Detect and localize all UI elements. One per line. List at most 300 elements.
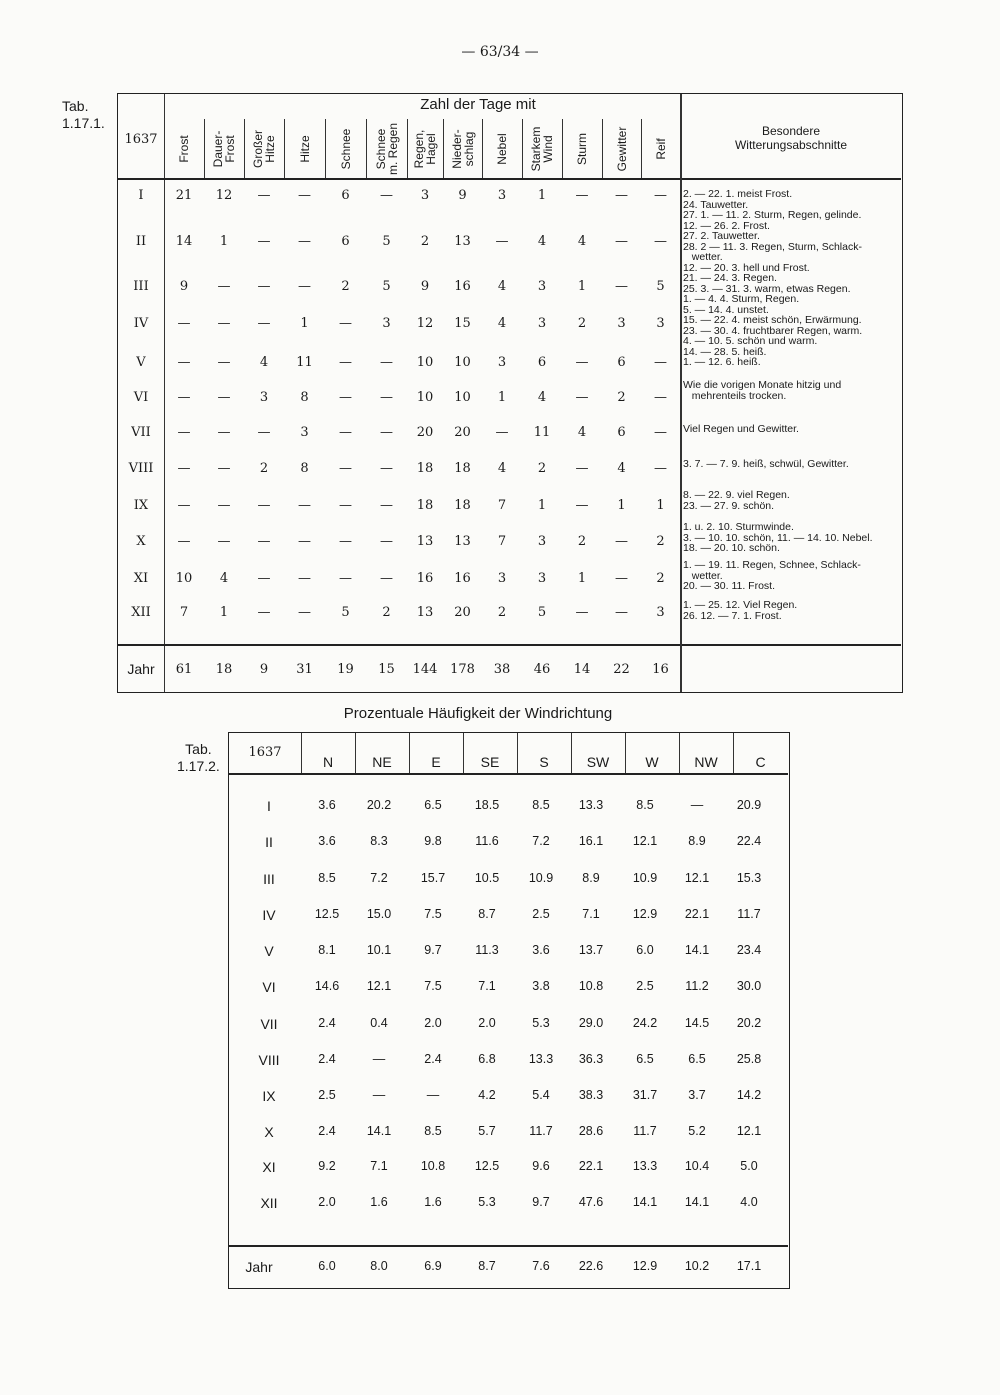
data-cell: — bbox=[298, 234, 311, 249]
column-header: Hitze bbox=[297, 135, 312, 163]
percentage-cell: 2.4 bbox=[318, 1016, 336, 1030]
data-cell: — bbox=[654, 461, 667, 476]
data-cell: — bbox=[177, 461, 191, 476]
percentage-cell: 11.6 bbox=[475, 834, 499, 848]
column-header: Gewitter bbox=[614, 126, 629, 172]
remark-text: Viel Regen und Gewitter. bbox=[683, 423, 799, 435]
data-cell: 8 bbox=[300, 390, 309, 405]
percentage-cell: 47.6 bbox=[578, 1195, 604, 1209]
data-cell: — bbox=[380, 571, 393, 586]
percentage-cell: 20.2 bbox=[366, 798, 392, 812]
percentage-cell: 10.4 bbox=[684, 1159, 710, 1173]
percentage-cell: 3.8 bbox=[532, 979, 550, 993]
data-cell: 7 bbox=[497, 498, 507, 513]
table-2-year: 1637 bbox=[248, 745, 282, 760]
percentage-cell: 6.8 bbox=[478, 1052, 496, 1066]
percentage-cell: 2.5 bbox=[532, 907, 550, 921]
percentage-cell: 28.6 bbox=[578, 1124, 604, 1138]
column-header: Großer Hitze bbox=[251, 130, 277, 169]
remarks-header: Besondere Witterungsabschnitte bbox=[734, 124, 848, 152]
table-1-vline bbox=[244, 119, 245, 179]
percentage-cell: 8.1 bbox=[318, 943, 336, 957]
data-cell: 16 bbox=[416, 571, 434, 586]
percentage-cell: 25.8 bbox=[736, 1052, 762, 1066]
percentage-cell: 8.9 bbox=[582, 871, 600, 885]
month-label: IX bbox=[262, 1088, 276, 1104]
column-header: Frost bbox=[177, 135, 191, 163]
data-cell: — bbox=[177, 425, 191, 440]
percentage-cell: 16.1 bbox=[578, 834, 604, 848]
data-cell: 6 bbox=[537, 355, 547, 370]
data-cell: 14 bbox=[175, 234, 193, 249]
data-cell: 20 bbox=[416, 425, 434, 440]
percentage-cell: 14.5 bbox=[684, 1016, 710, 1030]
percentage-cell: 14.1 bbox=[366, 1124, 392, 1138]
data-cell: 13 bbox=[416, 534, 434, 549]
percentage-cell: 2.0 bbox=[318, 1195, 336, 1209]
table-1-vline bbox=[482, 119, 483, 179]
percentage-cell: 9.7 bbox=[424, 943, 442, 957]
data-cell: — bbox=[217, 390, 231, 405]
table-1-vline bbox=[522, 119, 523, 179]
data-cell: — bbox=[177, 355, 191, 370]
percentage-cell: 7.5 bbox=[424, 907, 442, 921]
data-cell: 3 bbox=[497, 571, 507, 586]
year-percentage-cell: 22.6 bbox=[578, 1259, 604, 1273]
table-2-year-row-label: Jahr bbox=[245, 1259, 273, 1275]
data-cell: — bbox=[298, 188, 311, 203]
percentage-cell: 29.0 bbox=[578, 1016, 604, 1030]
percentage-cell: 9.7 bbox=[532, 1195, 550, 1209]
year-total-cell: 46 bbox=[533, 662, 551, 677]
year-total-cell: 15 bbox=[378, 662, 395, 677]
percentage-cell: 3.6 bbox=[318, 834, 336, 848]
data-cell: 9 bbox=[458, 188, 467, 203]
table-1-super-header bbox=[118, 96, 858, 113]
year-percentage-cell: 7.6 bbox=[532, 1259, 550, 1273]
percentage-cell: 2.4 bbox=[318, 1052, 336, 1066]
data-cell: — bbox=[380, 534, 393, 549]
month-label: VIII bbox=[128, 461, 154, 476]
data-cell: 5 bbox=[656, 279, 665, 294]
year-percentage-cell: 12.9 bbox=[632, 1259, 658, 1273]
data-cell: 3 bbox=[497, 188, 507, 203]
super-header-text: Zahl der Tage mit bbox=[420, 96, 536, 113]
data-cell: 12 bbox=[416, 316, 434, 331]
year-total-cell: 22 bbox=[613, 662, 630, 677]
data-cell: — bbox=[339, 534, 352, 549]
percentage-cell: 14.1 bbox=[684, 943, 710, 957]
table-1-vline bbox=[204, 119, 205, 179]
data-cell: — bbox=[177, 390, 191, 405]
month-label: I bbox=[267, 798, 271, 814]
data-cell: — bbox=[380, 390, 393, 405]
percentage-cell: 1.6 bbox=[370, 1195, 388, 1209]
month-label: III bbox=[263, 871, 275, 887]
data-cell: 4 bbox=[497, 279, 507, 294]
month-label: XII bbox=[260, 1195, 278, 1211]
data-cell: 1 bbox=[537, 188, 547, 203]
percentage-cell: 8.5 bbox=[636, 798, 654, 812]
percentage-cell: 8.5 bbox=[532, 798, 550, 812]
data-cell: 2 bbox=[341, 279, 350, 294]
percentage-cell: 22.4 bbox=[736, 834, 762, 848]
column-header: Starkem Wind bbox=[529, 126, 555, 172]
percentage-cell: 6.0 bbox=[636, 943, 654, 957]
data-cell: 5 bbox=[382, 234, 391, 249]
percentage-cell: 11.3 bbox=[475, 943, 499, 957]
table-2-header-vline bbox=[517, 733, 518, 773]
data-cell: 2 bbox=[577, 316, 587, 331]
data-cell: 10 bbox=[454, 390, 471, 405]
percentage-cell: 22.1 bbox=[684, 907, 710, 921]
data-cell: 10 bbox=[454, 355, 471, 370]
percentage-cell: 4.0 bbox=[740, 1195, 758, 1209]
percentage-cell: 2.0 bbox=[424, 1016, 442, 1030]
data-cell: 4 bbox=[497, 316, 507, 331]
table-1-vline bbox=[443, 119, 444, 179]
percentage-cell: 12.9 bbox=[632, 907, 658, 921]
data-cell: — bbox=[615, 188, 628, 203]
percentage-cell: — bbox=[372, 1088, 386, 1102]
percentage-cell: 8.7 bbox=[478, 907, 496, 921]
data-cell: 5 bbox=[382, 279, 391, 294]
percentage-cell: 5.4 bbox=[532, 1088, 550, 1102]
percentage-cell: 12.5 bbox=[474, 1159, 500, 1173]
month-label: VI bbox=[133, 390, 149, 405]
data-cell: 13 bbox=[454, 234, 471, 249]
data-cell: 2 bbox=[656, 534, 665, 549]
table-2-header-vline bbox=[679, 733, 680, 773]
remark-text: Wie die vorigen Monate hitzig und mehrenteils trocken. bbox=[683, 379, 842, 402]
year-row-label: Jahr bbox=[127, 661, 155, 677]
data-cell: 18 bbox=[416, 461, 434, 476]
data-cell: 3 bbox=[497, 355, 507, 370]
percentage-cell: 12.5 bbox=[314, 907, 340, 921]
wind-direction-table bbox=[228, 732, 790, 1289]
month-label: II bbox=[135, 234, 147, 249]
data-cell: 1 bbox=[577, 279, 587, 294]
data-cell: — bbox=[380, 425, 393, 440]
percentage-cell: 12.1 bbox=[366, 979, 392, 993]
percentage-cell: 14.1 bbox=[684, 1195, 710, 1209]
percentage-cell: 11.7 bbox=[529, 1124, 553, 1138]
percentage-cell: 2.4 bbox=[424, 1052, 442, 1066]
data-cell: 15 bbox=[454, 316, 471, 331]
table-2-header-vline bbox=[733, 733, 734, 773]
percentage-cell: 10.5 bbox=[474, 871, 500, 885]
data-cell: — bbox=[339, 425, 352, 440]
remark-text: 1. — 19. 11. Regen, Schnee, Schlack- wetter. 20. — 30. 11. Frost. bbox=[683, 559, 861, 592]
month-label: II bbox=[265, 834, 273, 850]
remark-text: 3. 7. — 7. 9. heiß, schwül, Gewitter. bbox=[683, 458, 849, 470]
percentage-cell: 3.7 bbox=[688, 1088, 706, 1102]
wind-direction-header: E bbox=[431, 754, 441, 770]
percentage-cell: 10.1 bbox=[366, 943, 392, 957]
column-header: Schnee m. Regen bbox=[373, 122, 400, 176]
data-cell: 11 bbox=[296, 355, 313, 370]
data-cell: 4 bbox=[537, 390, 547, 405]
year-total-cell: 144 bbox=[412, 662, 438, 677]
data-cell: 18 bbox=[454, 461, 471, 476]
year-percentage-cell: 6.0 bbox=[318, 1259, 336, 1273]
data-cell: — bbox=[380, 461, 393, 476]
month-label: VI bbox=[262, 979, 276, 995]
percentage-cell: 10.8 bbox=[578, 979, 604, 993]
data-cell: 2 bbox=[617, 390, 626, 405]
data-cell: 1 bbox=[656, 498, 665, 513]
wind-direction-header: C bbox=[755, 754, 766, 770]
percentage-cell: 38.3 bbox=[578, 1088, 604, 1102]
year-total-cell: 178 bbox=[450, 662, 475, 677]
data-cell: — bbox=[339, 461, 352, 476]
table-2-title bbox=[0, 705, 1000, 722]
percentage-cell: 20.2 bbox=[736, 1016, 762, 1030]
data-cell: 1 bbox=[219, 605, 229, 620]
percentage-cell: 6.5 bbox=[688, 1052, 706, 1066]
percentage-cell: 10.9 bbox=[528, 871, 554, 885]
remark-text: 1. u. 2. 10. Sturmwinde. 3. — 10. 10. schön, 11. — 14. 10. Nebel. 18. — 20. 10. schön. bbox=[683, 521, 873, 554]
data-cell: 3 bbox=[617, 316, 626, 331]
percentage-cell: 20.9 bbox=[736, 798, 762, 812]
table-1-year: 1637 bbox=[124, 132, 158, 147]
year-total-cell: 14 bbox=[573, 662, 591, 677]
percentage-cell: 7.2 bbox=[370, 871, 388, 885]
percentage-cell: 10.8 bbox=[420, 1159, 446, 1173]
data-cell: 3 bbox=[537, 534, 547, 549]
data-cell: — bbox=[177, 316, 191, 331]
percentage-cell: 5.3 bbox=[478, 1195, 496, 1209]
wind-direction-header: SW bbox=[586, 754, 610, 770]
percentage-cell: 6.5 bbox=[424, 798, 442, 812]
data-cell: 4 bbox=[219, 571, 229, 586]
table-1-vline bbox=[562, 119, 563, 179]
data-cell: 3 bbox=[537, 316, 547, 331]
data-cell: 2 bbox=[259, 461, 269, 476]
remark-text: 1. — 25. 12. Viel Regen. 26. 12. — 7. 1. Frost. bbox=[683, 599, 798, 622]
table-1-vline bbox=[407, 119, 408, 179]
month-label: I bbox=[138, 188, 144, 203]
data-cell: — bbox=[217, 461, 231, 476]
percentage-cell: 2.4 bbox=[318, 1124, 336, 1138]
data-cell: 13 bbox=[454, 534, 471, 549]
data-cell: — bbox=[177, 498, 191, 513]
percentage-cell: 12.1 bbox=[684, 871, 710, 885]
percentage-cell: 36.3 bbox=[578, 1052, 604, 1066]
percentage-cell: 7.1 bbox=[478, 979, 496, 993]
data-cell: 7 bbox=[497, 534, 507, 549]
data-cell: — bbox=[257, 571, 271, 586]
percentage-cell: 0.4 bbox=[370, 1016, 388, 1030]
data-cell: 2 bbox=[382, 605, 391, 620]
data-cell: — bbox=[575, 390, 589, 405]
percentage-cell: 15.7 bbox=[420, 871, 446, 885]
data-cell: — bbox=[257, 188, 271, 203]
percentage-cell: 13.3 bbox=[528, 1052, 554, 1066]
data-cell: — bbox=[380, 498, 393, 513]
data-cell: 3 bbox=[420, 188, 430, 203]
data-cell: 5 bbox=[537, 605, 547, 620]
data-cell: — bbox=[615, 605, 628, 620]
month-label: XI bbox=[133, 571, 149, 586]
percentage-cell: 11.7 bbox=[633, 1124, 657, 1138]
data-cell: 7 bbox=[179, 605, 189, 620]
percentage-cell: 12.1 bbox=[736, 1124, 762, 1138]
data-cell: — bbox=[257, 234, 271, 249]
year-total-cell: 19 bbox=[337, 662, 354, 677]
data-cell: — bbox=[654, 355, 667, 370]
data-cell: — bbox=[217, 498, 231, 513]
month-label: III bbox=[133, 279, 149, 294]
percentage-cell: 9.2 bbox=[318, 1159, 336, 1173]
percentage-cell: — bbox=[690, 798, 704, 812]
percentage-cell: 7.1 bbox=[370, 1159, 388, 1173]
data-cell: 18 bbox=[454, 498, 471, 513]
month-label: IV bbox=[133, 316, 149, 331]
year-percentage-cell: 8.0 bbox=[370, 1259, 388, 1273]
percentage-cell: 7.2 bbox=[532, 834, 550, 848]
data-cell: 6 bbox=[617, 425, 626, 440]
data-cell: 11 bbox=[533, 425, 551, 440]
data-cell: — bbox=[575, 188, 589, 203]
table-1-label-line1: Tab. bbox=[62, 98, 89, 114]
table-1-vline bbox=[325, 119, 326, 179]
data-cell: 1 bbox=[537, 498, 547, 513]
percentage-cell: — bbox=[426, 1088, 440, 1102]
percentage-cell: 14.6 bbox=[314, 979, 340, 993]
percentage-cell: 10.9 bbox=[632, 871, 658, 885]
data-cell: — bbox=[654, 188, 667, 203]
data-cell: — bbox=[575, 605, 589, 620]
data-cell: 10 bbox=[416, 390, 434, 405]
data-cell: — bbox=[257, 498, 271, 513]
percentage-cell: 8.5 bbox=[318, 871, 336, 885]
percentage-cell: 5.3 bbox=[532, 1016, 550, 1030]
data-cell: — bbox=[615, 234, 628, 249]
data-cell: — bbox=[339, 498, 352, 513]
page-number: — 63/34 — bbox=[461, 44, 539, 60]
year-total-cell: 9 bbox=[259, 662, 269, 677]
percentage-cell: 5.2 bbox=[688, 1124, 706, 1138]
table-1-year-rule bbox=[118, 644, 901, 646]
data-cell: — bbox=[380, 188, 393, 203]
data-cell: — bbox=[257, 534, 271, 549]
month-label: X bbox=[136, 534, 146, 549]
percentage-cell: 1.6 bbox=[424, 1195, 442, 1209]
percentage-cell: 31.7 bbox=[632, 1088, 658, 1102]
table-1-vline bbox=[641, 119, 642, 179]
percentage-cell: 2.5 bbox=[636, 979, 654, 993]
data-cell: — bbox=[339, 316, 352, 331]
data-cell: — bbox=[217, 534, 231, 549]
percentage-cell: 14.1 bbox=[632, 1195, 658, 1209]
data-cell: — bbox=[217, 355, 231, 370]
remark-text: 8. — 22. 9. viel Regen. 23. — 27. 9. schön. bbox=[683, 489, 790, 512]
column-header: Reif bbox=[653, 138, 668, 160]
year-total-cell: 18 bbox=[215, 662, 233, 677]
percentage-cell: 6.5 bbox=[636, 1052, 654, 1066]
table-2-header-vline bbox=[463, 733, 464, 773]
percentage-cell: 24.2 bbox=[632, 1016, 658, 1030]
percentage-cell: 12.1 bbox=[632, 834, 658, 848]
data-cell: 4 bbox=[577, 234, 587, 249]
table-1-label-line2: 1.17.1. bbox=[62, 115, 105, 131]
percentage-cell: 9.6 bbox=[532, 1159, 550, 1173]
data-cell: 3 bbox=[382, 316, 391, 331]
wind-direction-header: S bbox=[539, 754, 549, 770]
table-2-label-line2: 1.17.2. bbox=[177, 758, 220, 774]
data-cell: — bbox=[257, 316, 271, 331]
month-label: V bbox=[264, 943, 274, 959]
data-cell: 6 bbox=[341, 234, 350, 249]
data-cell: — bbox=[177, 534, 191, 549]
wind-direction-header: NE bbox=[372, 754, 392, 770]
data-cell: — bbox=[380, 355, 393, 370]
percentage-cell: 8.5 bbox=[424, 1124, 442, 1138]
percentage-cell: 14.2 bbox=[736, 1088, 762, 1102]
percentage-cell: 7.5 bbox=[424, 979, 442, 993]
column-header: Regen, Hagel bbox=[412, 129, 438, 169]
data-cell: — bbox=[217, 425, 231, 440]
data-cell: 3 bbox=[259, 390, 269, 405]
percentage-cell: 22.1 bbox=[578, 1159, 604, 1173]
data-cell: — bbox=[298, 571, 311, 586]
table-1-vline bbox=[602, 119, 603, 179]
remark-text: 2. — 22. 1. meist Frost. 24. Tauwetter. 27. 1. — 11. 2. Sturm, Regen, gelinde. 12. — 26. 2. Frost. 27. 2. Tauwetter. 28. 2 — 11. 3. Regen, Sturm, Schlack- wetter. 12. — 20. 3. hell und Frost. 21. — 24. 3. Regen. 25. 3. — 31. 3. warm, etwas Regen. 1. — 4. 4. Sturm, Regen. 5. — 14. 4. unstet. 15. — 22. 4. meist schön, Erwärmung. 23. — 30. 4. fruchtbarer Regen, warm. 4. — 10. 5. schön und warm. 14. — 28. 5. heiß. 1. — 12. 6. heiß. bbox=[683, 188, 863, 368]
data-cell: 18 bbox=[416, 498, 434, 513]
data-cell: — bbox=[339, 355, 352, 370]
month-label: XI bbox=[262, 1159, 276, 1175]
data-cell: 10 bbox=[416, 355, 434, 370]
data-cell: — bbox=[495, 425, 509, 440]
data-cell: 6 bbox=[341, 188, 350, 203]
month-label: V bbox=[136, 355, 146, 370]
percentage-cell: 11.2 bbox=[685, 979, 709, 993]
year-percentage-cell: 8.7 bbox=[478, 1259, 496, 1273]
table-2-header-vline bbox=[355, 733, 356, 773]
column-header: Nebel bbox=[495, 133, 509, 165]
data-cell: — bbox=[339, 571, 352, 586]
percentage-cell: 2.5 bbox=[318, 1088, 336, 1102]
table-2-header-vline bbox=[409, 733, 410, 773]
data-cell: 13 bbox=[416, 605, 434, 620]
table-2-header-rule bbox=[229, 773, 788, 775]
data-cell: 3 bbox=[656, 605, 665, 620]
data-cell: — bbox=[654, 425, 667, 440]
table-2-label-line1: Tab. bbox=[185, 741, 212, 757]
data-cell: 6 bbox=[617, 355, 626, 370]
percentage-cell: 9.8 bbox=[424, 834, 442, 848]
weather-days-table bbox=[117, 93, 903, 693]
data-cell: 9 bbox=[179, 279, 189, 294]
percentage-cell: 3.6 bbox=[532, 943, 550, 957]
percentage-cell: 15.0 bbox=[366, 907, 392, 921]
percentage-cell: 13.7 bbox=[578, 943, 604, 957]
data-cell: 2 bbox=[497, 605, 507, 620]
month-label: IV bbox=[262, 907, 276, 923]
data-cell: — bbox=[217, 316, 231, 331]
data-cell: 2 bbox=[577, 534, 587, 549]
percentage-cell: 5.0 bbox=[740, 1159, 758, 1173]
data-cell: — bbox=[615, 571, 628, 586]
table-1-vline bbox=[284, 119, 285, 179]
data-cell: 4 bbox=[617, 461, 626, 476]
month-label: X bbox=[264, 1124, 274, 1140]
data-cell: — bbox=[257, 605, 271, 620]
column-header: Dauer- Frost bbox=[211, 130, 237, 168]
data-cell: 1 bbox=[300, 316, 309, 331]
year-total-cell: 31 bbox=[296, 662, 313, 677]
